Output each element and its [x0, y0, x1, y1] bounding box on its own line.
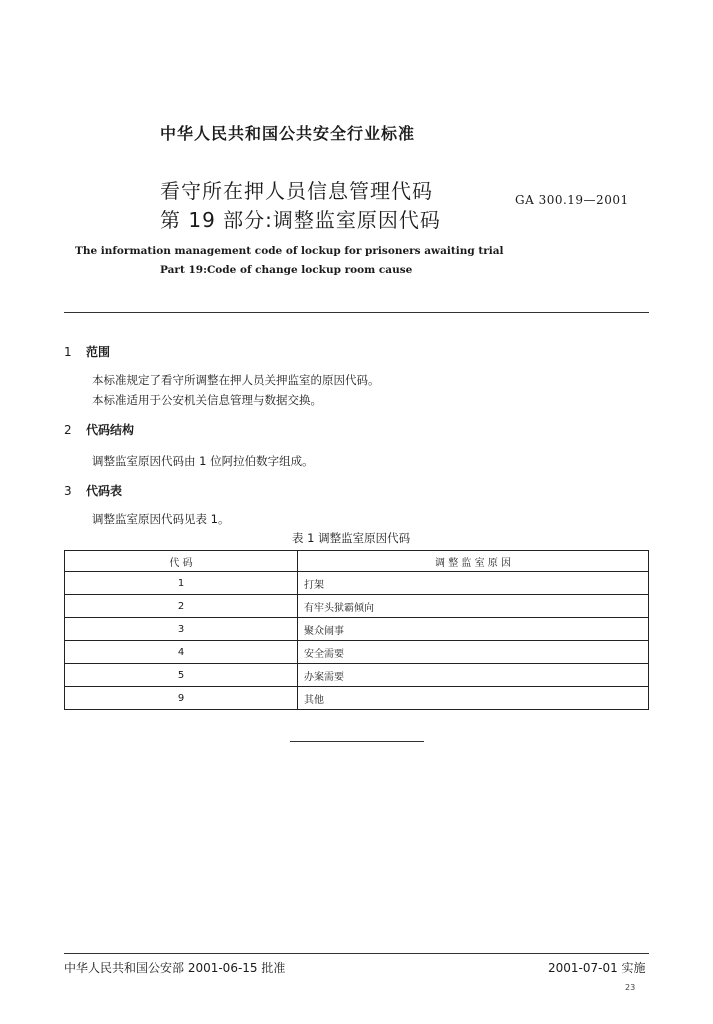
page-number: 23	[625, 983, 636, 992]
implementation-date: 2001-07-01 实施	[548, 961, 646, 975]
code-cell: 2	[65, 595, 298, 618]
header-divider	[64, 312, 649, 313]
section-3-paragraph-1: 调整监室原因代码见表 1。	[92, 512, 230, 526]
code-cell: 3	[65, 618, 298, 641]
section-title: 范围	[86, 345, 111, 359]
section-2-paragraph-1: 调整监室原因代码由 1 位阿拉伯数字组成。	[92, 454, 314, 468]
section-number: 3	[64, 484, 72, 498]
section-title: 代码表	[86, 484, 123, 498]
title-english-line-1: The information management code of lockup for prisoners awaiting trial	[75, 245, 504, 257]
table-header-row	[65, 551, 649, 572]
table-row	[65, 664, 649, 687]
column-header-code: 代 码	[65, 551, 298, 572]
section-title: 代码结构	[86, 423, 135, 437]
section-number: 2	[64, 423, 72, 437]
code-cell: 5	[65, 664, 298, 687]
table-caption: 表 1 调整监室原因代码	[292, 531, 411, 545]
footer-divider	[64, 953, 649, 954]
approval-date: 中华人民共和国公安部 2001-06-15 批准	[64, 961, 286, 975]
section-3-heading	[64, 482, 122, 499]
section-1-paragraph-1: 本标准规定了看守所调整在押人员关押监室的原因代码。	[92, 373, 380, 387]
cause-cell: 聚众闹事	[298, 618, 649, 641]
table-row	[65, 641, 649, 664]
section-2-heading	[64, 421, 134, 438]
cause-cell: 打架	[298, 572, 649, 595]
standard-code: GA 300.19—2001	[515, 193, 629, 207]
column-header-cause: 调 整 监 室 原 因	[298, 551, 649, 572]
end-of-text-rule	[290, 741, 424, 742]
cause-cell: 办案需要	[298, 664, 649, 687]
cause-cell: 有牢头狱霸倾向	[298, 595, 649, 618]
section-number: 1	[64, 345, 72, 359]
table-row	[65, 572, 649, 595]
table-row	[65, 687, 649, 710]
table-row	[65, 618, 649, 641]
issuing-organization: 中华人民共和国公共安全行业标准	[160, 124, 416, 143]
title-chinese-line-1: 看守所在押人员信息管理代码	[160, 179, 433, 203]
code-cell: 1	[65, 572, 298, 595]
title-chinese-line-2: 第 19 部分:调整监室原因代码	[160, 208, 441, 232]
cause-cell: 其他	[298, 687, 649, 710]
cause-cell: 安全需要	[298, 641, 649, 664]
code-cell: 4	[65, 641, 298, 664]
code-cell: 9	[65, 687, 298, 710]
cause-code-table	[64, 550, 649, 710]
section-1-paragraph-2: 本标准适用于公安机关信息管理与数据交换。	[92, 393, 322, 407]
section-1-heading	[64, 343, 110, 360]
table-row	[65, 595, 649, 618]
title-english-line-2: Part 19:Code of change lockup room cause	[160, 264, 413, 276]
